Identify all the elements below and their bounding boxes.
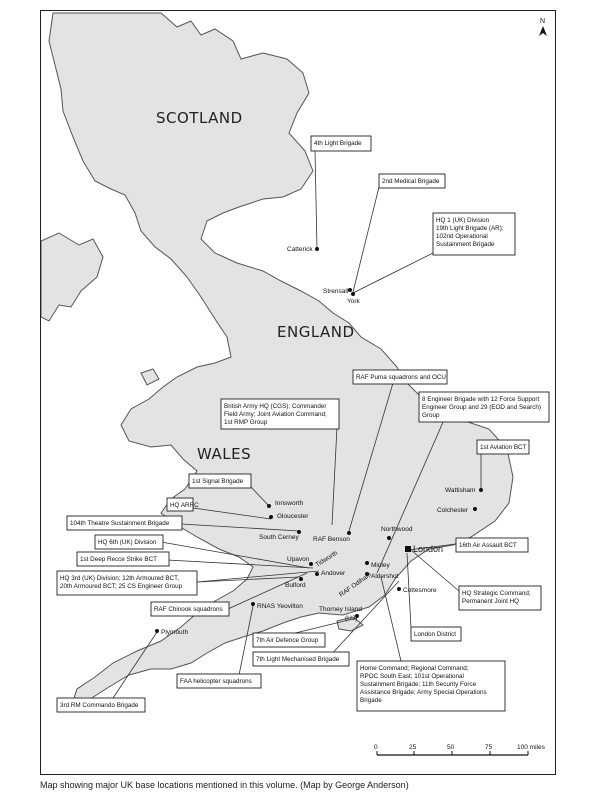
label-1st-signal-brigade — [189, 474, 251, 488]
label-line: London District — [414, 631, 456, 638]
scale-tick-75: 75 — [485, 744, 493, 751]
label-7th-light-mechanised — [253, 652, 349, 666]
uk-base-map — [41, 11, 557, 776]
place-aldershot: Aldershot — [371, 573, 399, 580]
label-line: 7th Light Mechanised Brigade — [256, 656, 340, 663]
label-line: 102nd Operational — [436, 233, 488, 240]
map-frame — [40, 10, 556, 775]
york-dot — [351, 292, 355, 296]
label-home-command — [357, 661, 505, 711]
place-plymouth: Plymouth — [161, 629, 189, 636]
gloucester-dot — [269, 515, 273, 519]
label-line: 2nd Medical Brigade — [382, 178, 440, 185]
label-1st-deep-recce — [77, 552, 169, 566]
strensall-dot — [348, 288, 352, 292]
label-8-engineer-brigade — [419, 392, 549, 422]
label-line: 7th Air Defence Group — [256, 637, 319, 644]
label-line: Field Army; Joint Aviation Command; — [224, 411, 327, 418]
place-andover: Andover — [321, 570, 346, 577]
region-scotland: SCOTLAND — [156, 109, 243, 127]
cottesmore-dot — [397, 587, 401, 591]
label-line: 19th Light Brigade (AR); — [436, 225, 504, 232]
place-wattisham: Wattisham — [445, 487, 476, 494]
ireland-landmass — [41, 233, 103, 321]
catterick-dot — [315, 247, 319, 251]
scale-tick-25: 25 — [409, 744, 417, 751]
map-caption: Map showing major UK base locations mentioned in this volume. (Map by George Anderson) — [40, 780, 409, 790]
place-gloucester: Gloucester — [277, 513, 309, 520]
label-london-district — [411, 627, 461, 641]
label-line: Assistance Brigade; Army Special Operations — [360, 689, 487, 696]
label-hq-strategic-command — [459, 586, 541, 610]
label-faa-helicopter — [177, 674, 261, 688]
place-catterick: Catterick — [287, 246, 313, 253]
label-line: Sustainment Brigade — [436, 241, 495, 248]
label-line: HQ ARRC — [170, 502, 199, 509]
plymouth-dot — [155, 629, 159, 633]
label-line: Engineer Group and 29 (EOD and Search) — [422, 404, 542, 411]
label-line: HQ 3rd (UK) Division; 12th Armoured BCT, — [60, 575, 179, 582]
scale-bar — [374, 744, 546, 755]
label-7th-air-defence — [253, 633, 325, 647]
label-1st-aviation-bct — [477, 440, 529, 454]
label-line: 16th Air Assault BCT — [459, 542, 517, 549]
label-4th-light-brigade — [311, 136, 371, 151]
label-line: 8 Engineer Brigade with 12 Force Support — [422, 396, 540, 403]
label-line: FAA helicopter squadrons — [180, 678, 252, 685]
region-england: ENGLAND — [277, 323, 355, 341]
andover-dot — [315, 572, 319, 576]
raf-benson-dot — [347, 531, 351, 535]
place-rnas-yeovilton: RNAS Yeovilton — [257, 603, 303, 610]
label-2nd-medical-brigade — [379, 174, 445, 188]
place-bulford: Bulford — [285, 582, 306, 589]
place-thorney-island: Thorney Island — [319, 606, 362, 613]
place-fuji: (UJ) — [345, 615, 358, 622]
place-cottesmore: Cottesmore — [403, 587, 437, 594]
bulford-dot — [299, 577, 303, 581]
wattisham-dot — [479, 488, 483, 492]
place-york: York — [347, 298, 360, 305]
place-northwood: Northwood — [381, 526, 413, 533]
label-line: 1st RMP Group — [224, 419, 268, 426]
label-line: HQ 6th (UK) Division — [98, 539, 157, 546]
place-upavon: Upavon — [287, 556, 310, 563]
label-line: Brigade — [360, 697, 382, 704]
label-line: RAF Puma squadrons and OCU — [356, 374, 446, 381]
label-british-army-hq — [221, 399, 339, 429]
label-line: 1st Aviation BCT — [480, 444, 527, 451]
label-raf-chinook — [151, 602, 229, 616]
label-line: 1st Signal Brigade — [192, 478, 244, 485]
label-line: HQ Strategic Command; — [462, 590, 531, 597]
north-arrow-icon — [537, 16, 549, 38]
label-line: Home Command; Regional Command; — [360, 665, 469, 672]
region-wales: WALES — [197, 445, 252, 463]
place-raf-benson: RAF Benson — [313, 536, 350, 543]
place-london: London — [413, 544, 444, 554]
label-raf-puma — [353, 370, 447, 384]
colchester-dot — [473, 507, 477, 511]
label-104th-theatre — [67, 516, 182, 530]
place-innsworth: Innsworth — [275, 500, 304, 507]
great-britain-landmass — [49, 13, 513, 701]
label-line: Group — [422, 412, 440, 419]
coastline — [41, 13, 513, 701]
minley-dot — [365, 561, 369, 565]
london-marker — [405, 546, 411, 552]
label-line: RAF Chinook squadrons — [154, 606, 223, 613]
northwood-dot — [387, 536, 391, 540]
label-line: 104th Theatre Sustainment Brigade — [70, 520, 170, 527]
rnas-yeovilton-dot — [251, 602, 255, 606]
scale-tick-50: 50 — [447, 744, 455, 751]
label-line: HQ 1 (UK) Division — [436, 217, 490, 224]
label-hq-1-uk-division — [433, 213, 515, 255]
label-line: Permanent Joint HQ — [462, 598, 520, 605]
label-line: 1st Deep Recce Strike BCT — [80, 556, 157, 563]
place-raf-odiham: RAF Odiham — [338, 571, 373, 599]
label-line: 4th Light Brigade — [314, 140, 362, 147]
innsworth-dot — [267, 504, 271, 508]
place-south-cerney: South Cerney — [259, 534, 299, 541]
place-strensall: Strensall — [323, 288, 349, 295]
north-label: N — [540, 18, 546, 25]
anglesey — [141, 369, 159, 385]
place-tidworth: Tidworth — [314, 549, 339, 569]
place-colchester: Colchester — [437, 507, 469, 514]
label-hq-6th-division — [95, 535, 163, 549]
place-minley: Minley — [371, 562, 390, 569]
label-line: Sustainment Brigade; 11th Security Force — [360, 681, 477, 688]
label-16th-air-assault — [456, 538, 528, 552]
scale-tick-100-miles: 100 miles — [517, 744, 545, 751]
label-hq-3rd-division — [57, 571, 197, 595]
label-line: RPOC South East; 101st Operational — [360, 673, 464, 680]
label-line: 3rd RM Commando Brigade — [60, 702, 139, 709]
label-3rd-rm-commando — [57, 698, 145, 712]
upavon-dot — [309, 562, 313, 566]
label-line: 20th Armoured BCT; 25 CS Engineer Group — [60, 583, 183, 590]
label-line: British Army HQ (CGS); Commander — [224, 403, 327, 410]
scale-tick-0: 0 — [374, 744, 378, 751]
